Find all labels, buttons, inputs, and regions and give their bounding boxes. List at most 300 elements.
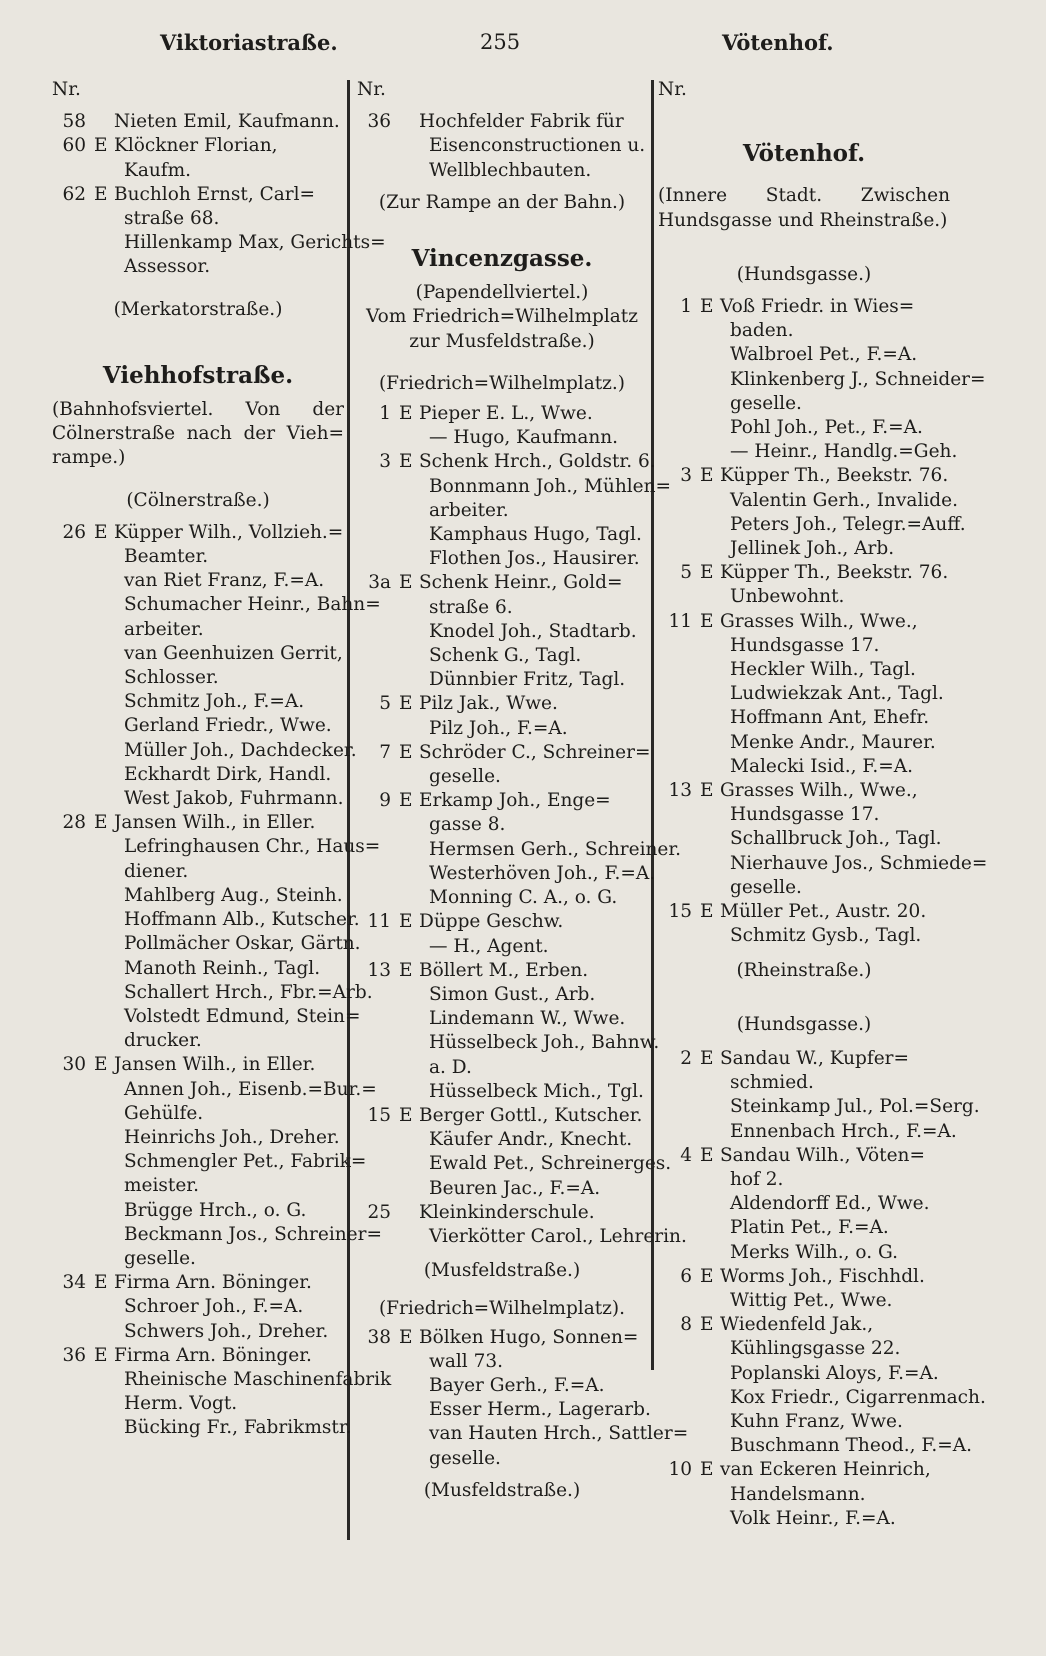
entry-continuation: Hundsgasse 17. bbox=[730, 804, 880, 826]
resident-name: Schmengler Pet., Fabrik= bbox=[124, 1151, 367, 1173]
house-number: 8 bbox=[680, 1314, 692, 1336]
street-description: Vom Friedrich=Wilhelmplatz zur Musfeldstraße.) bbox=[366, 306, 638, 352]
directory-entry bbox=[52, 545, 344, 569]
directory-entry bbox=[52, 1199, 344, 1223]
directory-entry bbox=[658, 1507, 950, 1531]
resident-name: Jansen Wilh., in Eller. bbox=[114, 812, 316, 834]
resident-name: Schroer Joh., F.=A. bbox=[124, 1296, 304, 1318]
directory-entry bbox=[658, 634, 950, 658]
directory-entry bbox=[52, 932, 361, 956]
directory-entry bbox=[658, 416, 950, 440]
house-number: 58 bbox=[62, 111, 86, 133]
directory-entry bbox=[52, 1392, 344, 1416]
directory-entry bbox=[357, 1422, 689, 1446]
directory-entry bbox=[357, 959, 647, 983]
resident-name: Schenk Heinr., Gold= bbox=[419, 572, 623, 594]
directory-entry bbox=[357, 668, 647, 692]
house-number: 6 bbox=[680, 1265, 692, 1287]
entry-continuation: straße 6. bbox=[429, 596, 513, 618]
directory-entry bbox=[52, 1271, 344, 1295]
entry-continuation: meister. bbox=[124, 1175, 199, 1197]
resident-name: Knodel Joh., Stadtarb. bbox=[429, 620, 637, 642]
house-number: 25 bbox=[367, 1201, 391, 1223]
directory-entry bbox=[52, 1247, 344, 1271]
directory-entry bbox=[357, 910, 647, 934]
cross-street: (Cölnerstraße.) bbox=[126, 489, 270, 511]
directory-entry bbox=[52, 666, 344, 690]
owner-marker: E bbox=[700, 296, 714, 318]
directory-entry bbox=[658, 731, 950, 755]
directory-entry bbox=[658, 1216, 950, 1240]
directory-entry bbox=[357, 813, 647, 837]
house-number: 5 bbox=[680, 562, 692, 584]
directory-entry bbox=[52, 835, 381, 859]
directory-entry bbox=[52, 521, 344, 545]
owner-marker: E bbox=[94, 812, 108, 834]
directory-entry bbox=[52, 231, 386, 255]
directory-entry bbox=[658, 1120, 957, 1144]
resident-name: Hochfelder Fabrik für bbox=[419, 111, 624, 133]
nr-heading: Nr. bbox=[52, 79, 81, 100]
resident-name: Klinkenberg J., Schneider= bbox=[730, 368, 986, 390]
entry-continuation: geselle. bbox=[429, 1447, 501, 1469]
owner-marker: E bbox=[94, 1272, 108, 1294]
directory-entry bbox=[658, 1265, 950, 1289]
directory-entry bbox=[52, 1320, 344, 1344]
entry-continuation: Beamter. bbox=[124, 546, 209, 568]
house-number: 28 bbox=[62, 812, 86, 834]
resident-name: Manoth Reinh., Tagl. bbox=[124, 957, 321, 979]
directory-entry bbox=[658, 1483, 950, 1507]
directory-entry bbox=[52, 884, 344, 908]
directory-entry bbox=[357, 789, 647, 813]
resident-name: Pieper E. L., Wwe. bbox=[419, 403, 593, 425]
directory-entry bbox=[52, 1295, 344, 1319]
street-title: Vötenhof. bbox=[742, 140, 866, 168]
resident-name: Menke Andr., Maurer. bbox=[730, 731, 936, 753]
directory-entry bbox=[658, 343, 950, 367]
directory-entry bbox=[658, 368, 986, 392]
resident-name: Peters Joh., Telegr.=Auff. bbox=[730, 513, 966, 535]
house-number: 13 bbox=[668, 780, 692, 802]
directory-entry bbox=[357, 886, 647, 910]
resident-name: Merks Wilh., o. G. bbox=[730, 1241, 898, 1263]
directory-entry bbox=[658, 900, 950, 924]
directory-entry bbox=[658, 755, 950, 779]
resident-name: Voß Friedr. in Wies= bbox=[720, 296, 915, 318]
entry-continuation: straße 68. bbox=[124, 208, 220, 230]
house-number: 11 bbox=[367, 911, 391, 933]
directory-entry bbox=[357, 838, 682, 862]
resident-name: Grasses Wilh., Wwe., bbox=[720, 610, 918, 632]
owner-marker: E bbox=[399, 693, 413, 715]
owner-marker: E bbox=[399, 451, 413, 473]
entry-continuation: hof 2. bbox=[730, 1168, 784, 1190]
entry-continuation: Herm. Vogt. bbox=[124, 1393, 238, 1415]
resident-name: Nierhauve Jos., Schmiede= bbox=[730, 852, 988, 874]
directory-entry bbox=[658, 827, 950, 851]
directory-entry bbox=[658, 1410, 950, 1434]
directory-entry bbox=[658, 585, 950, 609]
directory-entry bbox=[357, 523, 647, 547]
entry-continuation: Wellblechbauten. bbox=[429, 159, 592, 181]
resident-name: — H., Agent. bbox=[429, 935, 549, 957]
resident-name: Beuren Jac., F.=A. bbox=[429, 1177, 601, 1199]
directory-entry bbox=[52, 714, 344, 738]
directory-entry bbox=[357, 935, 647, 959]
resident-name: Küpper Th., Beekstr. 76. bbox=[720, 465, 949, 487]
directory-entry bbox=[658, 1362, 950, 1386]
street-description: (Papendellviertel.) bbox=[415, 282, 589, 304]
house-number: 38 bbox=[367, 1326, 391, 1348]
directory-entry bbox=[52, 739, 357, 763]
entry-list bbox=[357, 402, 687, 1249]
directory-entry bbox=[658, 561, 950, 585]
directory-entry bbox=[658, 682, 950, 706]
resident-name: Buchloh Ernst, Carl= bbox=[114, 183, 316, 205]
directory-entry bbox=[357, 983, 647, 1007]
entry-continuation: schmied. bbox=[730, 1072, 814, 1094]
resident-name: Hoffmann Alb., Kutscher. bbox=[124, 909, 360, 931]
resident-name: Schmitz Joh., F.=A. bbox=[124, 691, 305, 713]
running-head-right: Vötenhof. bbox=[722, 30, 834, 55]
resident-name: — Heinr., Handlg.=Geh. bbox=[730, 441, 958, 463]
owner-marker: E bbox=[700, 562, 714, 584]
resident-name: Poplanski Aloys, F.=A. bbox=[730, 1362, 939, 1384]
house-number: 13 bbox=[367, 959, 391, 981]
entry-list bbox=[357, 110, 647, 183]
resident-name: Firma Arn. Böninger. bbox=[114, 1344, 312, 1366]
resident-name: Hermsen Gerh., Schreiner. bbox=[429, 838, 682, 860]
resident-name: Eckhardt Dirk, Handl. bbox=[124, 763, 332, 785]
resident-name: Schallert Hrch., Fbr.=Arb. bbox=[124, 981, 373, 1003]
house-number: 11 bbox=[668, 610, 692, 632]
entry-continuation: Hundsgasse 17. bbox=[730, 634, 880, 656]
owner-marker: E bbox=[399, 959, 413, 981]
directory-entry bbox=[357, 1056, 647, 1080]
resident-name: Schallbruck Joh., Tagl. bbox=[730, 828, 942, 850]
entry-continuation: Assessor. bbox=[124, 256, 211, 278]
resident-name: Bayer Gerh., F.=A. bbox=[429, 1374, 605, 1396]
resident-name: Heckler Wilh., Tagl. bbox=[730, 659, 916, 681]
entry-continuation: geselle. bbox=[429, 766, 501, 788]
directory-entry bbox=[357, 1225, 687, 1249]
resident-name: Ewald Pet., Schreinerges. bbox=[429, 1153, 672, 1175]
directory-entry bbox=[357, 1104, 647, 1128]
directory-entry bbox=[658, 1095, 980, 1119]
directory-entry bbox=[357, 134, 647, 158]
directory-entry bbox=[357, 110, 647, 134]
directory-entry bbox=[357, 1447, 647, 1471]
resident-name: Monning C. A., o. G. bbox=[429, 887, 618, 909]
directory-entry bbox=[357, 402, 647, 426]
cross-street: (Hundsgasse.) bbox=[736, 1013, 872, 1035]
house-number: 10 bbox=[668, 1459, 692, 1481]
directory-entry bbox=[658, 1289, 950, 1313]
resident-name: Brügge Hrch., o. G. bbox=[124, 1199, 307, 1221]
resident-name: Hüsselbeck Mich., Tgl. bbox=[429, 1080, 644, 1102]
entry-continuation: arbeiter. bbox=[429, 499, 509, 521]
house-number: 15 bbox=[367, 1104, 391, 1126]
resident-name: Beckmann Jos., Schreiner= bbox=[124, 1223, 382, 1245]
directory-entry bbox=[357, 765, 647, 789]
directory-entry bbox=[658, 440, 958, 464]
resident-name: Lefringhausen Chr., Haus= bbox=[124, 836, 381, 858]
cross-street: (Friedrich=Wilhelmplatz.) bbox=[378, 372, 626, 394]
resident-name: Lindemann W., Wwe. bbox=[429, 1008, 626, 1030]
owner-marker: E bbox=[700, 1144, 714, 1166]
column-divider-1 bbox=[347, 80, 350, 1540]
owner-marker: E bbox=[94, 135, 108, 157]
resident-name: Kuhn Franz, Wwe. bbox=[730, 1410, 903, 1432]
owner-marker: E bbox=[94, 1054, 108, 1076]
directory-entry bbox=[357, 862, 656, 886]
directory-entry bbox=[357, 644, 647, 668]
resident-name: Grasses Wilh., Wwe., bbox=[720, 780, 918, 802]
directory-entry bbox=[52, 110, 344, 134]
entry-list bbox=[658, 295, 988, 948]
directory-entry bbox=[658, 319, 950, 343]
entry-continuation: Handelsmann. bbox=[730, 1483, 866, 1505]
resident-name: Ludwiekzak Ant., Tagl. bbox=[730, 683, 944, 705]
directory-entry bbox=[658, 1168, 950, 1192]
resident-name: Malecki Isid., F.=A. bbox=[730, 755, 913, 777]
owner-marker: E bbox=[399, 911, 413, 933]
directory-entry bbox=[52, 1029, 344, 1053]
directory-entry bbox=[52, 1078, 377, 1102]
street-description: (Bahnhofsviertel. Von der Cölnerstraße nach der Vieh= rampe.) bbox=[52, 399, 344, 469]
directory-entry bbox=[357, 1201, 647, 1225]
running-head-left: Viktoriastraße. bbox=[160, 30, 338, 55]
resident-name: Buschmann Theod., F.=A. bbox=[730, 1435, 972, 1457]
resident-name: Bücking Fr., Fabrikmstr. bbox=[124, 1417, 352, 1439]
house-number: 36 bbox=[367, 111, 391, 133]
house-number: 26 bbox=[62, 521, 86, 543]
directory-entry bbox=[658, 464, 950, 488]
owner-marker: E bbox=[399, 1326, 413, 1348]
directory-entry bbox=[658, 489, 958, 513]
house-number: 34 bbox=[62, 1272, 86, 1294]
cross-street: (Friedrich=Wilhelmplatz). bbox=[378, 1298, 626, 1320]
directory-entry bbox=[52, 183, 344, 207]
directory-entry bbox=[357, 1080, 647, 1104]
cross-street: (Rheinstraße.) bbox=[736, 959, 872, 981]
resident-name: Pilz Joh., F.=A. bbox=[429, 717, 568, 739]
directory-entry bbox=[658, 1434, 972, 1458]
directory-entry bbox=[357, 450, 656, 474]
directory-entry bbox=[658, 1192, 950, 1216]
entry-continuation: arbeiter. bbox=[124, 618, 204, 640]
directory-entry bbox=[52, 1344, 344, 1368]
resident-name: Westerhöven Joh., F.=A. bbox=[429, 862, 656, 884]
house-number: 5 bbox=[379, 693, 391, 715]
owner-marker: E bbox=[700, 610, 714, 632]
resident-name: Erkamp Joh., Enge= bbox=[419, 790, 611, 812]
house-number: 30 bbox=[62, 1054, 86, 1076]
house-number: 3a bbox=[368, 572, 391, 594]
entry-continuation: geselle. bbox=[730, 876, 802, 898]
entry-continuation: Eisenconstructionen u. bbox=[429, 135, 646, 157]
directory-entry bbox=[658, 537, 950, 561]
owner-marker: E bbox=[700, 901, 714, 923]
directory-entry bbox=[357, 692, 647, 716]
directory-entry bbox=[52, 763, 344, 787]
directory-entry bbox=[52, 957, 344, 981]
resident-name: Walbroel Pet., F.=A. bbox=[730, 344, 918, 366]
directory-entry bbox=[52, 207, 344, 231]
directory-entry bbox=[658, 1386, 986, 1410]
entry-continuation: Kaufm. bbox=[124, 159, 192, 181]
resident-name: Pollmächer Oskar, Gärtn. bbox=[124, 933, 361, 955]
resident-name: Müller Joh., Dachdecker. bbox=[124, 739, 357, 761]
resident-name: Müller Pet., Austr. 20. bbox=[720, 901, 927, 923]
owner-marker: E bbox=[700, 780, 714, 802]
resident-name: Simon Gust., Arb. bbox=[429, 983, 596, 1005]
resident-name: Unbewohnt. bbox=[730, 586, 845, 608]
owner-marker: E bbox=[399, 572, 413, 594]
directory-entry bbox=[658, 658, 950, 682]
resident-name: Volstedt Edmund, Stein= bbox=[124, 1005, 361, 1027]
entry-list bbox=[658, 1047, 986, 1531]
owner-marker: E bbox=[700, 1265, 714, 1287]
directory-entry bbox=[52, 1368, 392, 1392]
resident-name: Schenk Hrch., Goldstr. 6. bbox=[419, 451, 656, 473]
directory-entry bbox=[658, 295, 950, 319]
entry-list bbox=[357, 1326, 689, 1471]
directory-entry bbox=[357, 1326, 647, 1350]
directory-entry bbox=[658, 1071, 950, 1095]
entry-continuation: a. D. bbox=[429, 1056, 472, 1078]
resident-name: Gerland Friedr., Wwe. bbox=[124, 715, 332, 737]
directory-entry bbox=[52, 1005, 361, 1029]
owner-marker: E bbox=[399, 741, 413, 763]
resident-name: Schmitz Gysb., Tagl. bbox=[730, 925, 922, 947]
house-number: 3 bbox=[379, 451, 391, 473]
directory-entry bbox=[357, 571, 647, 595]
resident-name: Schwers Joh., Dreher. bbox=[124, 1320, 329, 1342]
resident-name: Nieten Emil, Kaufmann. bbox=[114, 111, 340, 133]
entry-continuation: Schlosser. bbox=[124, 667, 219, 689]
resident-name: Steinkamp Jul., Pol.=Serg. bbox=[730, 1096, 980, 1118]
directory-entry bbox=[357, 426, 647, 450]
house-number: 62 bbox=[62, 183, 86, 205]
resident-name: Schumacher Heinr., Bahn= bbox=[124, 594, 381, 616]
owner-marker: E bbox=[399, 403, 413, 425]
directory-entry bbox=[52, 134, 344, 158]
directory-entry bbox=[357, 547, 647, 571]
resident-name: Hoffmann Ant, Ehefr. bbox=[730, 707, 930, 729]
resident-name: Käufer Andr., Knecht. bbox=[429, 1129, 633, 1151]
resident-name: van Hauten Hrch., Sattler= bbox=[429, 1423, 689, 1445]
cross-street: (Hundsgasse.) bbox=[736, 263, 872, 285]
house-number: 2 bbox=[680, 1047, 692, 1069]
directory-entry bbox=[52, 642, 344, 666]
directory-entry bbox=[658, 1144, 950, 1168]
directory-entry bbox=[658, 1458, 950, 1482]
directory-entry bbox=[658, 1241, 950, 1265]
resident-name: West Jakob, Fuhrmann. bbox=[124, 788, 344, 810]
owner-marker: E bbox=[399, 790, 413, 812]
directory-entry bbox=[52, 1126, 344, 1150]
directory-entry bbox=[658, 924, 950, 948]
resident-name: Sandau W., Kupfer= bbox=[720, 1047, 910, 1069]
directory-entry bbox=[357, 620, 647, 644]
directory-entry bbox=[658, 1313, 950, 1337]
resident-name: Volk Heinr., F.=A. bbox=[730, 1507, 896, 1529]
entry-continuation: Kühlingsgasse 22. bbox=[730, 1338, 901, 1360]
resident-name: Mahlberg Aug., Steinh. bbox=[124, 884, 343, 906]
resident-name: Vierkötter Carol., Lehrerin. bbox=[429, 1225, 687, 1247]
entry-continuation: Gehülfe. bbox=[124, 1102, 204, 1124]
resident-name: Dünnbier Fritz, Tagl. bbox=[429, 669, 626, 691]
resident-name: Rheinische Maschinenfabrik bbox=[124, 1368, 392, 1390]
nr-heading: Nr. bbox=[658, 79, 687, 100]
street-title: Viehhofstraße. bbox=[102, 361, 294, 389]
resident-name: Firma Arn. Böninger. bbox=[114, 1272, 312, 1294]
resident-name: Heinrichs Joh., Dreher. bbox=[124, 1126, 340, 1148]
resident-name: van Eckeren Heinrich, bbox=[720, 1459, 931, 1481]
resident-name: Annen Joh., Eisenb.=Bur.= bbox=[124, 1078, 377, 1100]
house-number: 1 bbox=[379, 403, 391, 425]
resident-name: Klöckner Florian, bbox=[114, 135, 278, 157]
directory-entry bbox=[357, 1007, 647, 1031]
owner-marker: E bbox=[700, 1459, 714, 1481]
resident-name: Küpper Th., Beekstr. 76. bbox=[720, 562, 949, 584]
directory-entry bbox=[357, 1398, 651, 1422]
house-number: 1 bbox=[680, 296, 692, 318]
entry-continuation: wall 73. bbox=[429, 1350, 503, 1372]
house-number: 4 bbox=[680, 1144, 692, 1166]
directory-entry bbox=[658, 610, 950, 634]
directory-entry bbox=[52, 593, 381, 617]
directory-entry bbox=[357, 741, 651, 765]
entry-continuation: baden. bbox=[730, 320, 794, 342]
resident-name: Berger Gottl., Kutscher. bbox=[419, 1104, 643, 1126]
nr-heading: Nr. bbox=[357, 79, 386, 100]
cross-street: (Musfeldstraße.) bbox=[423, 1260, 581, 1282]
resident-name: Kleinkinderschule. bbox=[419, 1201, 595, 1223]
directory-entry bbox=[52, 1102, 344, 1126]
directory-entry bbox=[357, 499, 647, 523]
directory-entry bbox=[357, 159, 647, 183]
resident-name: Schröder C., Schreiner= bbox=[419, 741, 651, 763]
entry-continuation: diener. bbox=[124, 860, 189, 882]
page-number: 255 bbox=[480, 30, 521, 54]
resident-name: Jellinek Joh., Arb. bbox=[730, 538, 895, 560]
directory-entry bbox=[658, 1047, 950, 1071]
house-number: 9 bbox=[379, 790, 391, 812]
house-number: 15 bbox=[668, 901, 692, 923]
resident-name: Pohl Joh., Pet., F.=A. bbox=[730, 417, 923, 439]
directory-entry bbox=[52, 787, 344, 811]
resident-name: Ennenbach Hrch., F.=A. bbox=[730, 1120, 957, 1142]
directory-entry bbox=[52, 811, 344, 835]
resident-name: Schenk G., Tagl. bbox=[429, 645, 582, 667]
resident-name: Flothen Jos., Hausirer. bbox=[429, 548, 640, 570]
directory-entry bbox=[357, 717, 647, 741]
entry-continuation: geselle. bbox=[124, 1247, 196, 1269]
directory-entry bbox=[658, 1337, 950, 1361]
owner-marker: E bbox=[700, 1314, 714, 1336]
directory-entry bbox=[52, 569, 344, 593]
resident-name: van Riet Franz, F.=A. bbox=[124, 570, 325, 592]
directory-entry bbox=[357, 596, 647, 620]
directory-entry bbox=[357, 1031, 660, 1055]
resident-name: Böllert M., Erben. bbox=[419, 959, 589, 981]
directory-entry bbox=[658, 513, 966, 537]
directory-entry bbox=[52, 981, 373, 1005]
resident-name: Pilz Jak., Wwe. bbox=[419, 693, 558, 715]
